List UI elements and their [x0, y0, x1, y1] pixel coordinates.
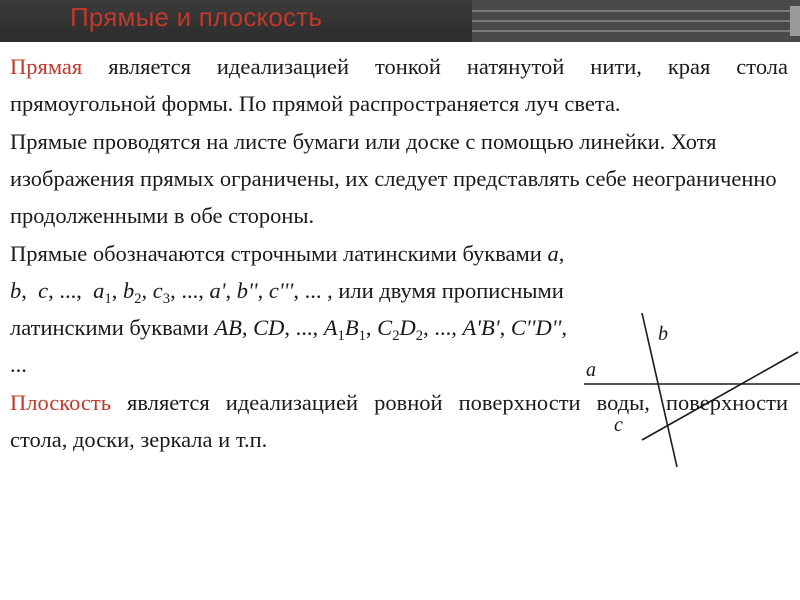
- label-c: c: [614, 414, 623, 436]
- symbol-a: a: [547, 241, 559, 266]
- symbol-B1: B: [344, 315, 359, 340]
- lines-figure: [580, 310, 800, 475]
- subscript: 3: [162, 291, 171, 308]
- symbol-b-double-prime: b'': [236, 278, 258, 303]
- paragraph-line-definition: [10, 48, 788, 122]
- term-line: Прямая: [10, 54, 83, 79]
- label-a: a: [586, 359, 596, 381]
- ellipsis: ...: [295, 315, 313, 340]
- ellipsis: ...: [434, 315, 452, 340]
- symbol-A1: A: [323, 315, 338, 340]
- subscript: 1: [358, 328, 366, 345]
- symbol-CD: CD: [253, 315, 285, 340]
- symbol-b2: b: [122, 278, 135, 303]
- line-c: [642, 352, 798, 440]
- subscript: 2: [392, 328, 400, 345]
- symbol-c-triple-prime: c''': [268, 278, 294, 303]
- title-bar-stripe: [472, 30, 800, 32]
- symbol-c: c: [38, 278, 49, 303]
- notation-mid: , или двумя прописными латинскими буквами: [10, 278, 564, 340]
- subscript: 2: [415, 328, 424, 345]
- symbol-C-double-prime-D-double-prime: C''D'': [510, 315, 562, 340]
- slide-title: Прямые и плоскость: [70, 2, 323, 32]
- title-bar-stripe: [472, 10, 800, 12]
- subscript: 1: [337, 328, 345, 345]
- paragraph-line-notation: Прямые обозначаются строчными латинскими буквами a, b, c, ..., $a_1$, $b_2$, $c_3$, ..., a', b'', c''', ... , или двумя прописными латинскими буквами AB, CD, ..., $A_1B_1$, $C_2D_2$, ..., A'B', C''D'', ...: [10, 241, 570, 377]
- symbol-D2: D: [399, 315, 416, 340]
- ellipsis: ...: [59, 278, 77, 303]
- notation-intro: Прямые обозначаются строчными латинскими буквами: [10, 241, 548, 266]
- title-bar-stripe: [472, 20, 800, 22]
- label-b: b: [658, 323, 668, 345]
- symbol-a1: a: [93, 278, 105, 303]
- ellipsis: ...: [181, 278, 199, 303]
- title-bar-tab: [790, 6, 800, 36]
- paragraph-text: Прямые проводятся на листе бумаги или доске с помощью линейки. Хотя изображения прямых ограничены, их следует представлять себе неограниченно продолженными в обе стороны.: [10, 129, 777, 228]
- symbol-AB: AB: [214, 315, 242, 340]
- ellipsis: ...: [304, 278, 322, 303]
- lines-diagram: [580, 310, 800, 475]
- symbol-b: b: [10, 278, 22, 303]
- paragraph-text: является идеализацией ровной поверхности воды, поверхности стола, доски, зеркала и т.п.: [10, 390, 788, 452]
- symbol-c3: c: [152, 278, 163, 303]
- notation-tail: ...: [10, 352, 27, 377]
- term-plane: Плоскость: [10, 390, 111, 415]
- paragraph-text: является идеализацией тонкой натянутой нити, края стола прямоугольной формы. По прямой распространяется луч света.: [10, 54, 788, 116]
- subscript: 2: [134, 291, 142, 308]
- title-bar: [0, 0, 800, 42]
- paragraph-line-drawing: [10, 123, 788, 234]
- symbol-C2: C: [377, 315, 393, 340]
- symbol-A-prime-B-prime: A'B': [462, 315, 500, 340]
- subscript: 1: [104, 291, 112, 308]
- symbol-a-prime: a': [209, 278, 226, 303]
